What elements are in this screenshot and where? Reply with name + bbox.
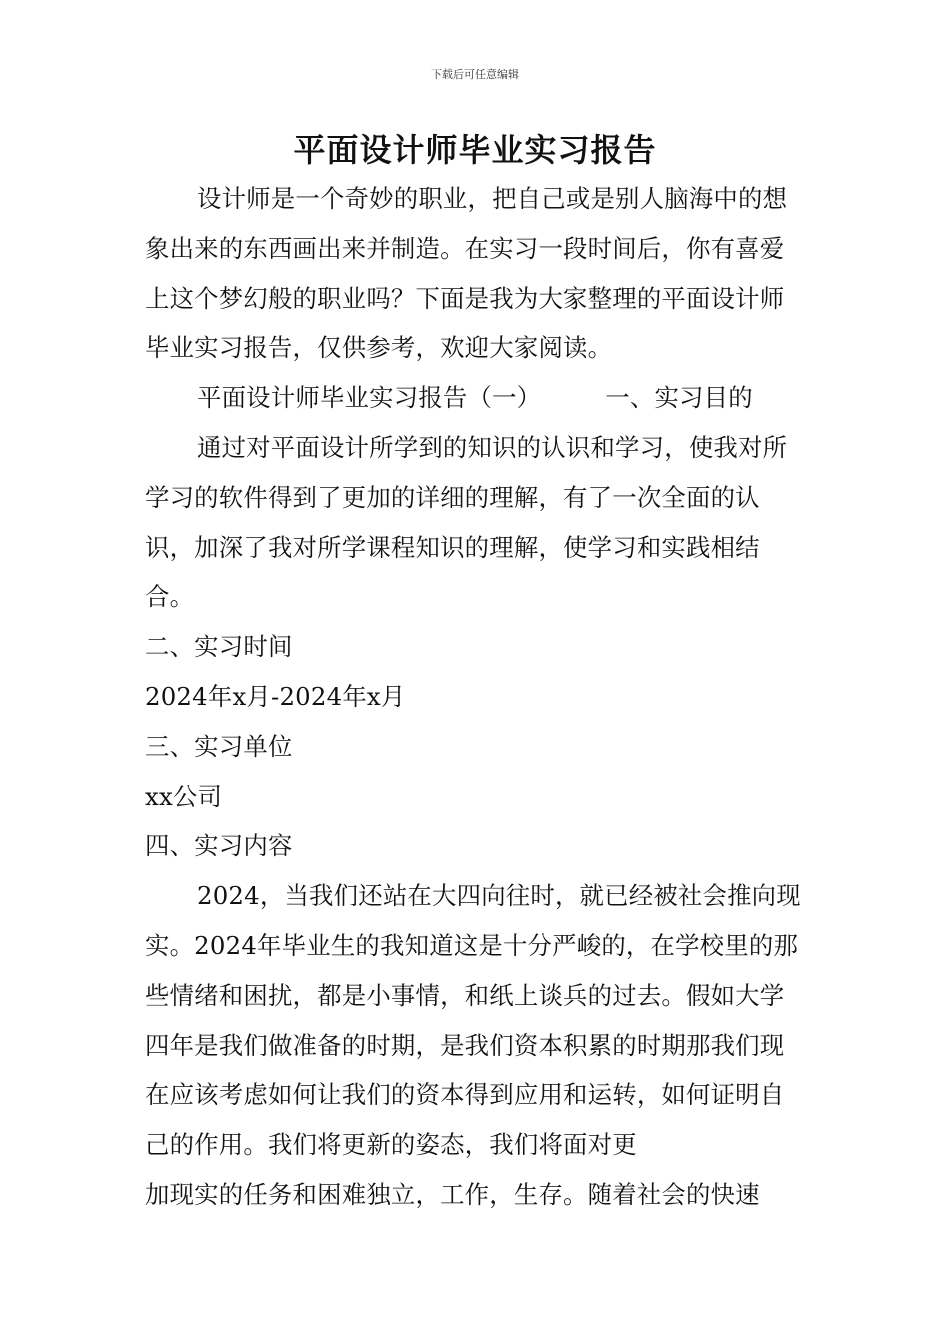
- intro-paragraph: 设计师是一个奇妙的职业，把自己或是别人脑海中的想象出来的东西画出来并制造。在实习一段时间后，你有喜爱上这个梦幻般的职业吗？下面是我为大家整理的平面设计师毕业实习报告，仅供参考，欢迎大家阅读。: [145, 184, 788, 363]
- section1-paragraph: 通过对平面设计所学到的知识的认识和学习，使我对所学习的软件得到了更加的详细的理解，有了一次全面的认识，加深了我对所学课程知识的理解，使学习和实践相结合。: [145, 432, 788, 612]
- document-title: 平面设计师毕业实习报告: [293, 131, 657, 169]
- spacer: [541, 373, 605, 423]
- section2-heading: 二、实习时间: [145, 632, 293, 662]
- section3-heading: 三、实习单位: [145, 731, 293, 761]
- section4-paragraph: 2024，当我们还站在大四向往时，就已经被社会推向现实。2024年毕业生的我知道这是十分严峻的，在学校里的那些情绪和困扰，都是小事情，和纸上谈兵的过去。假如大学四年是我们做准备的时期，是我们资本积累的时期那我们现在应该考虑如何让我们的资本得到应用和运转，如何证明自己的作用。我们将更新的姿态，我们将面对更: [145, 881, 801, 1160]
- subtitle-line: [145, 373, 807, 423]
- report-subtitle: 平面设计师毕业实习报告（一）: [197, 383, 542, 413]
- section4-heading: 四、实习内容: [145, 831, 293, 861]
- section1-heading: 一、实习目的: [605, 383, 753, 413]
- header-note: 下载后可任意编辑: [431, 68, 519, 81]
- section3-paragraph: xx公司: [145, 781, 223, 811]
- section4-paragraph-last-line: 加现实的任务和困难独立，工作，生存。随着社会的快速: [145, 1179, 760, 1209]
- document-body: [145, 174, 807, 1220]
- section2-paragraph: 2024年x月-2024年x月: [145, 681, 406, 711]
